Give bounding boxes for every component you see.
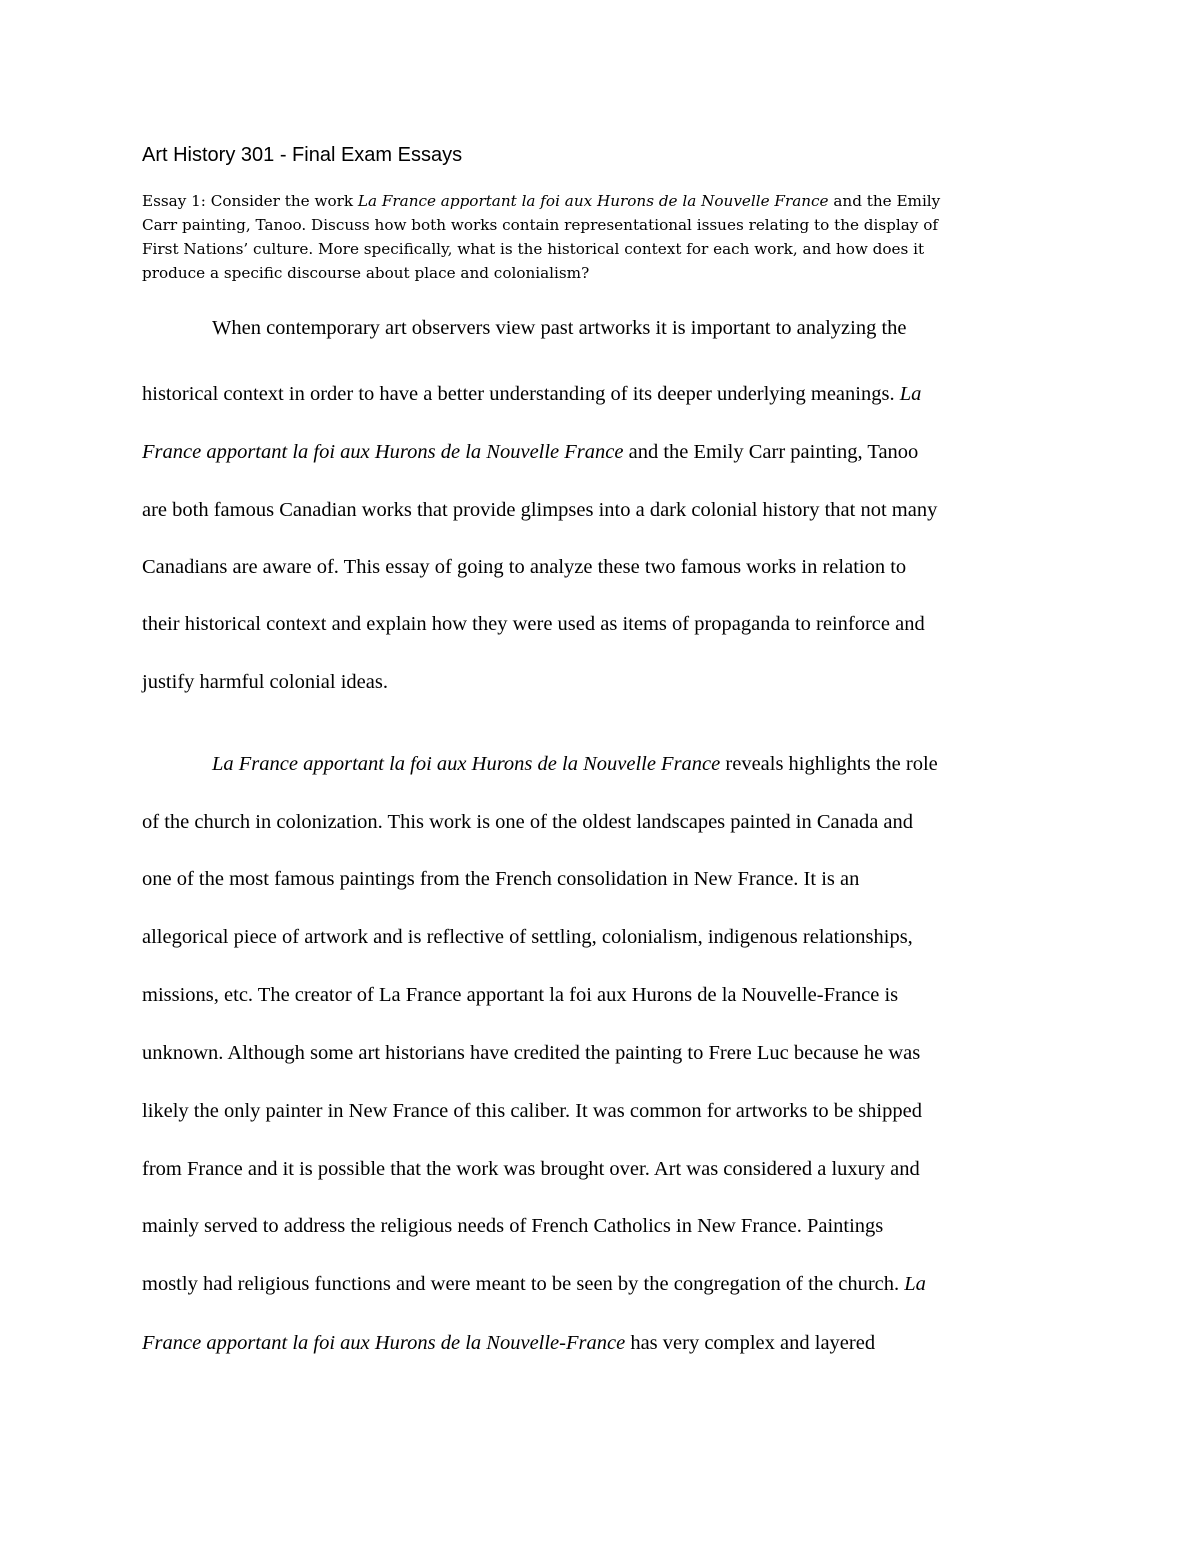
paragraph-2-line <box>142 1330 875 1356</box>
paragraph-2-line: allegorical piece of artwork and is reflective of settling, colonialism, indigenous relationships, <box>142 926 913 948</box>
paragraph-2-line: of the church in colonization. This work is one of the oldest landscapes painted in Canada and <box>142 811 914 833</box>
prompt-text: and the Emily <box>828 192 941 210</box>
paragraph-1-line: When contemporary art observers view past artworks it is important to analyzing the <box>212 317 907 339</box>
prompt-line <box>142 190 940 212</box>
artwork-title: La <box>904 1273 926 1295</box>
paragraph-1-line: are both famous Canadian works that provide glimpses into a dark colonial history that not many <box>142 499 938 521</box>
artwork-title: La France apportant la foi aux Hurons de la Nouvelle France <box>212 753 721 775</box>
paragraph-1-line <box>142 439 918 465</box>
paragraph-2-line: from France and it is possible that the work was brought over. Art was considered a luxury and <box>142 1158 920 1180</box>
paragraph-2-line: one of the most famous paintings from the French consolidation in New France. It is an <box>142 868 860 890</box>
paragraph-2-line: missions, etc. The creator of La France apportant la foi aux Hurons de la Nouvelle-France is <box>142 984 899 1006</box>
paragraph-1-line: justify harmful colonial ideas. <box>142 671 388 693</box>
artwork-title: La <box>899 383 922 405</box>
prompt-line: produce a specific discourse about place and colonialism? <box>142 264 590 282</box>
body-text: historical context in order to have a better understanding of its deeper underlying meanings. <box>142 383 900 405</box>
paragraph-1-line <box>142 381 921 407</box>
body-text: has very complex and layered <box>625 1332 876 1354</box>
body-text: mostly had religious functions and were meant to be seen by the congregation of the church. <box>142 1273 905 1295</box>
body-text: and the Emily Carr painting, Tanoo <box>623 441 919 463</box>
paragraph-2-line: likely the only painter in New France of this caliber. It was common for artworks to be shipped <box>142 1100 922 1122</box>
paragraph-2-line: unknown. Although some art historians have credited the painting to Frere Luc because he was <box>142 1042 921 1064</box>
paragraph-1-line: their historical context and explain how they were used as items of propaganda to reinforce and <box>142 613 925 635</box>
artwork-title: La France apportant la foi aux Hurons de la Nouvelle France <box>357 192 829 210</box>
page-title: Art History 301 - Final Exam Essays <box>142 144 463 166</box>
prompt-line: First Nations’ culture. More specifically, what is the historical context for each work, and how does it <box>142 240 925 258</box>
paragraph-2-line <box>142 1271 926 1297</box>
paragraph-1-line: Canadians are aware of. This essay of going to analyze these two famous works in relation to <box>142 556 907 578</box>
artwork-title: France apportant la foi aux Hurons de la Nouvelle France <box>142 441 624 463</box>
paragraph-2-line: mainly served to address the religious needs of French Catholics in New France. Paintings <box>142 1215 884 1237</box>
artwork-title: France apportant la foi aux Hurons de la Nouvelle-France <box>142 1332 626 1354</box>
paragraph-2-line <box>212 751 938 777</box>
prompt-line: Carr painting, Tanoo. Discuss how both works contain representational issues relating to the display of <box>142 216 938 234</box>
body-text: reveals highlights the role <box>720 753 938 775</box>
prompt-text: Essay 1: Consider the work <box>142 192 358 210</box>
